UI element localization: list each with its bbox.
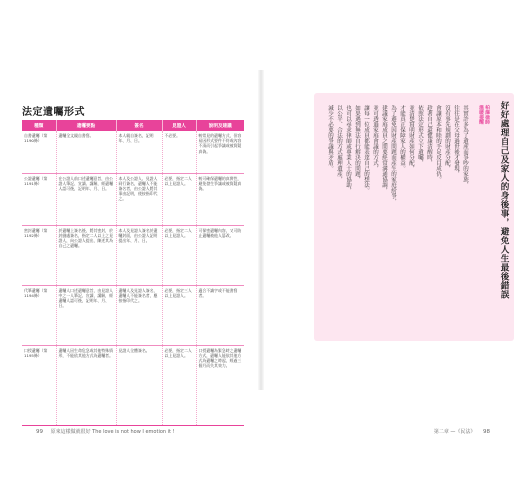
cell-type: 自書遺囑（第1190條）	[22, 131, 56, 173]
body-column: 沒有事先規劃的財產分配，	[444, 105, 450, 171]
tip-tag: 溫暖提醒	[478, 105, 484, 125]
body-column: 依照法定形式立下遺囑，	[417, 105, 423, 166]
body-column: 以公平、合法的方式處理遺產，	[336, 105, 342, 182]
right-folio	[434, 428, 490, 435]
tip-box	[314, 93, 514, 341]
column-header: 簽名	[116, 120, 162, 131]
body-column: 減少不必要的爭議與矛盾。	[327, 105, 333, 171]
cell-notes: 適合不識字或不能書寫者。	[196, 285, 244, 345]
body-column: 為了避免因財產問題而產生的家庭紛爭，	[390, 105, 396, 204]
body-column: 建議家庭成員之間要經常溝通協調，	[381, 105, 387, 193]
running-title: 原來這樣做就很好 The love is not how I emotion it !	[50, 429, 175, 435]
page-number: 98	[483, 429, 490, 435]
cell-type: 密封遺囑（第1192條）	[22, 225, 56, 285]
body-column: 才能真正保障家人的權益。	[399, 105, 405, 171]
cell-witness: 不必要。	[162, 131, 196, 173]
column-header: 遺囑要點	[56, 120, 116, 131]
column-header: 說明及建議	[196, 120, 244, 131]
legal-will-table	[22, 120, 244, 426]
cell-witness: 必要，指定二人以上見證人。	[162, 345, 196, 425]
cell-notes: 較可確保遺囑的真實性，避免發生爭議或被質疑真偽。	[196, 173, 244, 225]
column-header: 種類	[22, 120, 56, 131]
cell-signature: 見證人全體簽名。	[116, 345, 162, 425]
body-column: 會讓原本和睦的手足反目成仇。	[435, 105, 441, 182]
body-column: 趁著自己還健康清醒時，	[426, 105, 432, 166]
cell-type: 代筆遺囑（第1194條）	[22, 285, 56, 345]
page-number: 99	[36, 429, 43, 435]
cell-witness: 必要，指定三人以上見證人。	[162, 285, 196, 345]
right-page	[264, 0, 520, 500]
cell-notes: 可保密遺囑內容，又可防止遺囑被他人篡改。	[196, 225, 244, 285]
cell-type: 口授遺囑（第1195條）	[22, 345, 56, 425]
cell-witness: 必要，指定二人以上見證人。	[162, 173, 196, 225]
body-column: 也可以尋求律師或專業人士的協助，	[345, 105, 351, 193]
table-row	[22, 225, 244, 285]
column-header: 見證人	[162, 120, 196, 131]
body-column: 其實許多為了遺產而爭吵的家族，	[462, 105, 468, 188]
cell-notes: 口授遺囑為緊急時之遺囑方式，遺囑人能依其他方式為遺囑之時起，經過三個月而失其效力。	[196, 345, 244, 425]
cell-signature: 遺囑人及見證人簽名，遺囑人不能簽名者，應按指印代之。	[116, 285, 162, 345]
cell-type: 公證遺囑（第1191條）	[22, 173, 56, 225]
cell-signature: 本人及見證人簽名於遺囑封面，由公證人記明提出年、月、日。	[116, 225, 162, 285]
cell-points: 遺囑人口述遺囑意旨，由見證人中之一人筆記、宣讀、講解，經遺囑人認可後，記明年、月、日。	[56, 285, 116, 345]
cell-witness: 必要，指定二人以上見證人。	[162, 225, 196, 285]
cell-points: 在公證人前口述遺囑意旨，由公證人筆記、宣讀、講解，經遺囑人認可後，記明年、月、日。	[56, 173, 116, 225]
tip-tag: 柏澤律師	[484, 105, 490, 125]
left-page	[0, 0, 258, 500]
table-row	[22, 131, 244, 173]
cell-signature: 本人及公證人、見證人同行簽名，遺囑人不能簽名者，由公證人將其事由記明，使按指印代之。	[116, 173, 162, 225]
body-column: 並可透過家庭會議的方式，	[372, 105, 378, 171]
body-column: 並清楚寫明財產如何分配，	[408, 105, 414, 171]
table-row	[22, 285, 244, 345]
chapter-title: 第二章 —《民法》	[433, 429, 476, 435]
table-row	[22, 173, 244, 225]
cell-notes: 較常見的遺囑方式，但容易因形式要件不符或內容不清而引起爭議或被質疑真偽。	[196, 131, 244, 173]
body-column: 往往是在父母過世後才發現，	[453, 105, 459, 177]
cell-signature: 本人親自簽名，記明年、月、日。	[116, 131, 162, 173]
tip-headline: 好好處理自己及家人的身後事，避免人生最後錯誤	[499, 101, 509, 299]
body-column: 讓每一位成員都能表達自己的想法。	[363, 105, 369, 193]
section-title: 法定遺囑形式	[22, 107, 85, 118]
left-folio	[36, 428, 175, 435]
cell-points: 於遺囑上簽名後，將其密封，於封縫處簽名，指定二人以上之見證人，向公證人提出，陳述其為自己之遺囑。	[56, 225, 116, 285]
cell-points: 遺囑人因生命危急或其他特殊情形，不能依其他方式為遺囑者。	[56, 345, 116, 425]
body-column: 如果遇到無法自行解決的問題，	[354, 105, 360, 182]
cell-points: 遺囑全文親自書寫。	[56, 131, 116, 173]
table-row	[22, 345, 244, 425]
table-header-row	[22, 120, 244, 131]
